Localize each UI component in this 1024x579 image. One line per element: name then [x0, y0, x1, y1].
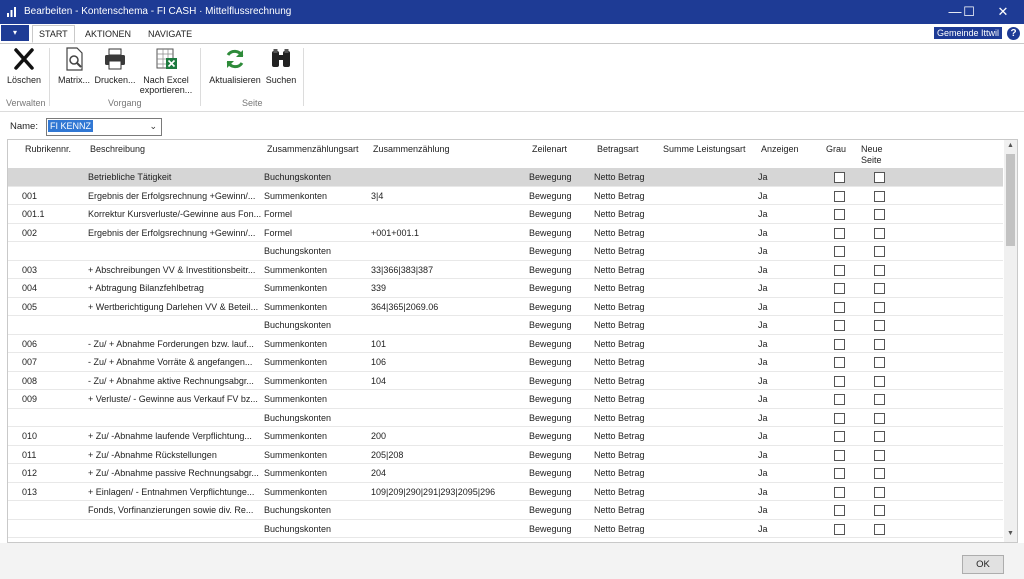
cell-anz[interactable]: Ja	[758, 283, 768, 293]
cell-zeile[interactable]: Bewegung	[529, 190, 572, 201]
table-row[interactable]	[8, 464, 1003, 483]
group-seite: Seite	[242, 98, 263, 108]
cell-betrag[interactable]: Netto Betrag	[594, 357, 645, 367]
cell-zusart[interactable]: Summenkonten	[264, 301, 328, 312]
neue-seite-checkbox[interactable]	[874, 524, 885, 535]
tab-aktionen[interactable]: AKTIONEN	[85, 29, 132, 39]
cell-desc[interactable]: Korrektur Kursverluste/-Gewinne aus Fon...	[88, 209, 262, 219]
cell-nr[interactable]: 008	[22, 375, 38, 386]
table-row[interactable]	[8, 261, 1003, 280]
neue-seite-checkbox[interactable]	[874, 302, 885, 313]
footer-bar	[0, 543, 1024, 579]
cell-zusart[interactable]: Summenkonten	[264, 190, 328, 201]
cell-desc[interactable]: - Zu/ + Abnahme aktive Rechnungsabgr...	[88, 375, 254, 386]
grau-checkbox[interactable]	[834, 487, 845, 498]
table-row[interactable]	[8, 409, 1003, 428]
excel-export-button[interactable]	[138, 46, 194, 95]
table-row[interactable]	[8, 427, 1003, 446]
cell-desc[interactable]: + Abtragung Bilanzfehlbetrag	[88, 283, 204, 293]
cell-desc[interactable]: + Verluste/ - Gewinne aus Verkauf FV bz...	[88, 394, 258, 404]
tab-start[interactable]: START	[32, 25, 75, 43]
cell-desc[interactable]: Fonds, Vorfinanzierungen sowie div. Re...	[88, 505, 254, 515]
ribbon-tab-bar	[0, 24, 1024, 44]
group-vorgang: Vorgang	[108, 98, 142, 108]
name-dropdown[interactable]	[46, 118, 162, 136]
cell-zus[interactable]: 101	[371, 338, 387, 349]
col-header-summe-leistungsart[interactable]: Summe Leistungsart	[663, 144, 746, 154]
cell-desc[interactable]: Betriebliche Tätigkeit	[88, 172, 172, 182]
cell-betrag[interactable]: Netto Betrag	[594, 486, 645, 497]
cell-zusart[interactable]: Summenkonten	[264, 468, 328, 478]
suchen-label: Suchen	[265, 75, 297, 85]
cell-anz[interactable]: Ja	[758, 394, 768, 404]
cell-zus[interactable]: 364|365|2069.06	[371, 301, 439, 312]
cell-betrag[interactable]: Netto Betrag	[594, 190, 645, 201]
table-row[interactable]	[8, 279, 1003, 298]
cell-anz[interactable]: Ja	[758, 449, 768, 460]
cell-anz[interactable]: Ja	[758, 190, 768, 201]
neue-seite-checkbox[interactable]	[874, 357, 885, 368]
cell-betrag[interactable]: Netto Betrag	[594, 394, 645, 404]
cell-zusart[interactable]: Summenkonten	[264, 283, 328, 293]
app-chart-icon	[6, 6, 18, 18]
cell-nr[interactable]: 010	[22, 431, 38, 441]
cell-anz[interactable]: Ja	[758, 523, 768, 534]
col-header-zusammenzaehlung[interactable]: Zusammenzählung	[373, 144, 450, 154]
col-header-anzeigen[interactable]: Anzeigen	[761, 144, 799, 154]
table-row[interactable]	[8, 242, 1003, 261]
grau-checkbox[interactable]	[834, 431, 845, 442]
drucken-label: Drucken...	[94, 75, 136, 85]
cell-desc[interactable]: + Einlagen/ - Entnahmen Verpflichtunge...	[88, 486, 255, 497]
neue-seite-checkbox[interactable]	[874, 172, 885, 183]
cell-betrag[interactable]: Netto Betrag	[594, 468, 645, 478]
cell-nr[interactable]: 005	[22, 301, 38, 312]
cell-zusart[interactable]: Buchungskonten	[264, 412, 332, 423]
neue-seite-checkbox[interactable]	[874, 394, 885, 405]
cell-betrag[interactable]: Netto Betrag	[594, 338, 645, 349]
title-bar	[0, 0, 1024, 24]
ribbon	[0, 44, 1024, 112]
col-header-zeilenart[interactable]: Zeilenart	[532, 144, 568, 154]
col-header-beschreibung[interactable]: Beschreibung	[90, 144, 146, 154]
cell-zus[interactable]: 339	[371, 283, 387, 293]
cell-zusart[interactable]: Buchungskonten	[264, 505, 332, 515]
cell-zeile[interactable]: Bewegung	[529, 283, 572, 293]
grau-checkbox[interactable]	[834, 228, 845, 239]
cell-anz[interactable]: Ja	[758, 431, 768, 441]
neue-label: Neue	[861, 144, 883, 154]
neue-seite-checkbox[interactable]	[874, 376, 885, 387]
cell-zusart[interactable]: Formel	[264, 227, 293, 238]
table-row[interactable]	[8, 390, 1003, 409]
scroll-up-icon[interactable]: ▲	[1007, 142, 1014, 149]
neue-seite-checkbox[interactable]	[874, 431, 885, 442]
cell-desc[interactable]: - Zu/ + Abnahme Forderungen bzw. lauf...	[88, 338, 254, 349]
neue-seite-checkbox[interactable]	[874, 265, 885, 276]
cell-desc[interactable]: + Zu/ -Abnahme Rückstellungen	[88, 449, 217, 460]
kontenschema-grid	[7, 139, 1018, 543]
drucken-button[interactable]	[94, 46, 136, 85]
cell-zeile[interactable]: Bewegung	[529, 375, 572, 386]
file-menu-button[interactable]: ▾	[1, 25, 29, 41]
cell-anz[interactable]: Ja	[758, 468, 768, 478]
vertical-scrollbar[interactable]	[1004, 140, 1017, 542]
grid-rows	[8, 168, 1003, 538]
cell-zusart[interactable]: Buchungskonten	[264, 246, 332, 256]
table-row[interactable]	[8, 316, 1003, 335]
grau-checkbox[interactable]	[834, 191, 845, 202]
grau-checkbox[interactable]	[834, 524, 845, 535]
cell-zus[interactable]: 205|208	[371, 449, 404, 460]
cell-zeile[interactable]: Bewegung	[529, 394, 572, 404]
group-verwalten: Verwalten	[6, 98, 46, 108]
cell-zusart[interactable]: Buchungskonten	[264, 523, 332, 534]
cell-nr[interactable]: 011	[22, 449, 37, 460]
cell-desc[interactable]: + Zu/ -Abnahme passive Rechnungsabgr...	[88, 468, 259, 478]
grau-checkbox[interactable]	[834, 357, 845, 368]
loeschen-label: Löschen	[6, 75, 42, 85]
cell-betrag[interactable]: Netto Betrag	[594, 264, 645, 275]
cell-anz[interactable]: Ja	[758, 486, 768, 497]
cell-zeile[interactable]: Bewegung	[529, 264, 572, 275]
cell-anz[interactable]: Ja	[758, 227, 768, 238]
matrix-label: Matrix...	[57, 75, 90, 85]
cell-zeile[interactable]: Bewegung	[529, 412, 572, 423]
cell-nr[interactable]: 009	[22, 394, 38, 404]
scroll-down-icon[interactable]: ▼	[1007, 530, 1014, 537]
table-row[interactable]	[8, 520, 1003, 539]
cell-zus[interactable]: 104	[371, 375, 387, 386]
cell-zusart[interactable]: Summenkonten	[264, 264, 328, 275]
grau-checkbox[interactable]	[834, 505, 845, 516]
cell-zusart[interactable]: Buchungskonten	[264, 172, 332, 182]
cell-zus[interactable]: 200	[371, 431, 387, 441]
cell-anz[interactable]: Ja	[758, 246, 768, 256]
neue-seite-checkbox[interactable]	[874, 209, 885, 220]
refresh-icon	[222, 46, 248, 72]
cell-zusart[interactable]: Summenkonten	[264, 357, 328, 367]
cell-zeile[interactable]: Bewegung	[529, 431, 572, 441]
cell-nr[interactable]: 002	[22, 227, 38, 238]
cell-betrag[interactable]: Netto Betrag	[594, 375, 645, 386]
ok-button[interactable]: OK	[962, 555, 1004, 574]
grau-checkbox[interactable]	[834, 450, 845, 461]
cell-nr[interactable]: 004	[22, 283, 38, 293]
cell-zus[interactable]: 3|4	[371, 190, 384, 201]
table-row[interactable]	[8, 298, 1003, 317]
col-header-zusammenzaehlungsart[interactable]: Zusammenzählungsart	[267, 144, 359, 154]
cell-anz[interactable]: Ja	[758, 357, 768, 367]
aktualisieren-label: Aktualisieren	[209, 75, 261, 85]
seite-label: Seite	[861, 155, 882, 165]
loeschen-button[interactable]	[6, 46, 42, 85]
cell-betrag[interactable]: Netto Betrag	[594, 209, 645, 219]
neue-seite-checkbox[interactable]	[874, 468, 885, 479]
grau-checkbox[interactable]	[834, 283, 845, 294]
neue-seite-checkbox[interactable]	[874, 450, 885, 461]
cell-zeile[interactable]: Bewegung	[529, 301, 572, 312]
grau-checkbox[interactable]	[834, 376, 845, 387]
col-header-betragsart[interactable]: Betragsart	[597, 144, 639, 154]
grau-checkbox[interactable]	[834, 302, 845, 313]
neue-seite-checkbox[interactable]	[874, 228, 885, 239]
cell-zeile[interactable]: Bewegung	[529, 523, 572, 534]
cell-nr[interactable]: 012	[22, 468, 38, 478]
aktualisieren-button[interactable]	[207, 46, 263, 85]
cell-zus[interactable]: 33|366|383|387	[371, 264, 434, 275]
grau-checkbox[interactable]	[834, 394, 845, 405]
cell-betrag[interactable]: Netto Betrag	[594, 505, 645, 515]
cell-zeile[interactable]: Bewegung	[529, 227, 572, 238]
cell-betrag[interactable]: Netto Betrag	[594, 283, 645, 293]
cell-nr[interactable]: 006	[22, 338, 38, 349]
neue-seite-checkbox[interactable]	[874, 320, 885, 331]
neue-seite-checkbox[interactable]	[874, 413, 885, 424]
cell-anz[interactable]: Ja	[758, 412, 768, 423]
close-button[interactable]: ✕	[997, 4, 1009, 19]
cell-betrag[interactable]: Netto Betrag	[594, 227, 645, 238]
neue-seite-checkbox[interactable]	[874, 487, 885, 498]
table-row[interactable]	[8, 224, 1003, 243]
cell-betrag[interactable]: Netto Betrag	[594, 412, 645, 423]
minimize-button[interactable]: —	[948, 4, 962, 19]
cell-nr[interactable]: 003	[22, 264, 38, 275]
tab-navigate[interactable]: NAVIGATE	[148, 29, 193, 39]
cell-anz[interactable]: Ja	[758, 172, 768, 182]
cell-desc[interactable]: + Wertberichtigung Darlehen VV & Beteil...	[88, 301, 259, 312]
cell-anz[interactable]: Ja	[758, 264, 768, 275]
cell-anz[interactable]: Ja	[758, 209, 768, 219]
grau-checkbox[interactable]	[834, 246, 845, 257]
grau-checkbox[interactable]	[834, 413, 845, 424]
cell-anz[interactable]: Ja	[758, 338, 768, 349]
neue-seite-checkbox[interactable]	[874, 339, 885, 350]
cell-zus[interactable]: 109|209|290|291|293|2095|296	[371, 486, 496, 497]
excel-label-line2: exportieren...	[139, 85, 193, 95]
grau-checkbox[interactable]	[834, 172, 845, 183]
cell-zeile[interactable]: Bewegung	[529, 449, 572, 460]
col-header-neue-seite[interactable]	[861, 144, 883, 166]
cell-zeile[interactable]: Bewegung	[529, 357, 572, 367]
cell-betrag[interactable]: Netto Betrag	[594, 449, 645, 460]
grau-checkbox[interactable]	[834, 468, 845, 479]
cell-zeile[interactable]: Bewegung	[529, 209, 572, 219]
maximize-button[interactable]: ☐	[963, 4, 975, 19]
cell-anz[interactable]: Ja	[758, 505, 768, 515]
cell-zeile[interactable]: Bewegung	[529, 338, 572, 349]
cell-betrag[interactable]: Netto Betrag	[594, 523, 645, 534]
cell-desc[interactable]: Ergebnis der Erfolgsrechnung +Gewinn/...	[88, 227, 256, 238]
grau-checkbox[interactable]	[834, 320, 845, 331]
neue-seite-checkbox[interactable]	[874, 191, 885, 202]
group-separator	[303, 48, 304, 106]
table-row[interactable]	[8, 446, 1003, 465]
cell-betrag[interactable]: Netto Betrag	[594, 301, 645, 312]
group-separator	[200, 48, 201, 106]
cell-zusart[interactable]: Summenkonten	[264, 375, 328, 386]
grau-checkbox[interactable]	[834, 265, 845, 276]
cell-zus[interactable]: 106	[371, 357, 387, 367]
excel-label-line1: Nach Excel	[143, 75, 189, 85]
scrollbar-thumb[interactable]	[1006, 154, 1015, 246]
table-row[interactable]	[8, 168, 1003, 187]
grau-checkbox[interactable]	[834, 209, 845, 220]
cell-zeile[interactable]: Bewegung	[529, 320, 572, 330]
matrix-document-icon	[61, 46, 87, 72]
cell-anz[interactable]: Ja	[758, 301, 768, 312]
cell-nr[interactable]: 013	[22, 486, 38, 497]
cell-zusart[interactable]: Formel	[264, 209, 293, 219]
cell-nr[interactable]: 001.1	[22, 209, 45, 219]
group-separator	[49, 48, 50, 106]
col-header-rubrikennr[interactable]: Rubrikennr.	[25, 144, 72, 154]
table-row[interactable]	[8, 353, 1003, 372]
cell-desc[interactable]: - Zu/ + Abnahme Vorräte & angefangen...	[88, 357, 253, 367]
cell-zusart[interactable]: Summenkonten	[264, 431, 328, 441]
cell-zus[interactable]: +001+001.1	[371, 227, 420, 238]
name-dropdown-value: FI KENNZ	[50, 121, 92, 131]
cell-betrag[interactable]: Netto Betrag	[594, 320, 645, 330]
cell-zusart[interactable]: Buchungskonten	[264, 320, 332, 330]
cell-zeile[interactable]: Bewegung	[529, 505, 572, 515]
excel-icon	[153, 46, 179, 72]
help-icon[interactable]: ?	[1007, 27, 1020, 40]
cell-zusart[interactable]: Summenkonten	[264, 486, 328, 497]
cell-zeile[interactable]: Bewegung	[529, 246, 572, 256]
cell-zusart[interactable]: Summenkonten	[264, 338, 328, 349]
cell-zusart[interactable]: Summenkonten	[264, 449, 328, 460]
neue-seite-checkbox[interactable]	[874, 505, 885, 516]
matrix-button[interactable]	[57, 46, 91, 85]
col-header-grau[interactable]: Grau	[826, 144, 847, 154]
suchen-button[interactable]	[265, 46, 297, 85]
cell-desc[interactable]: Ergebnis der Erfolgsrechnung +Gewinn/...	[88, 190, 256, 201]
cell-nr[interactable]: 001	[22, 190, 38, 201]
cell-zusart[interactable]: Summenkonten	[264, 394, 328, 404]
cell-betrag[interactable]: Netto Betrag	[594, 246, 645, 256]
table-row[interactable]	[8, 372, 1003, 391]
table-row[interactable]	[8, 335, 1003, 354]
cell-zus[interactable]: 204	[371, 468, 387, 478]
cell-anz[interactable]: Ja	[758, 320, 768, 330]
cell-desc[interactable]: + Abschreibungen VV & Investitionsbeitr...	[88, 264, 256, 275]
cell-zeile[interactable]: Bewegung	[529, 486, 572, 497]
window-title: Bearbeiten - Kontenschema - FI CASH · Mittelflussrechnung	[24, 6, 292, 17]
table-row[interactable]	[8, 501, 1003, 520]
neue-seite-checkbox[interactable]	[874, 246, 885, 257]
cell-betrag[interactable]: Netto Betrag	[594, 431, 645, 441]
cell-nr[interactable]: 007	[22, 357, 38, 367]
cell-betrag[interactable]: Netto Betrag	[594, 172, 645, 182]
cell-zeile[interactable]: Bewegung	[529, 468, 572, 478]
printer-icon	[102, 46, 128, 72]
name-label: Name:	[10, 121, 38, 132]
cell-anz[interactable]: Ja	[758, 375, 768, 386]
grau-checkbox[interactable]	[834, 339, 845, 350]
delete-x-icon	[11, 46, 37, 72]
company-badge[interactable]: Gemeinde Ittwil	[934, 27, 1002, 39]
grid-header	[8, 140, 1003, 168]
table-row[interactable]	[8, 187, 1003, 206]
binoculars-icon	[268, 46, 294, 72]
neue-seite-checkbox[interactable]	[874, 283, 885, 294]
table-row[interactable]	[8, 205, 1003, 224]
cell-zeile[interactable]: Bewegung	[529, 172, 572, 182]
cell-desc[interactable]: + Zu/ -Abnahme laufende Verpflichtung...	[88, 431, 252, 441]
table-row[interactable]	[8, 483, 1003, 502]
chevron-down-icon[interactable]: ⌄	[149, 121, 157, 131]
